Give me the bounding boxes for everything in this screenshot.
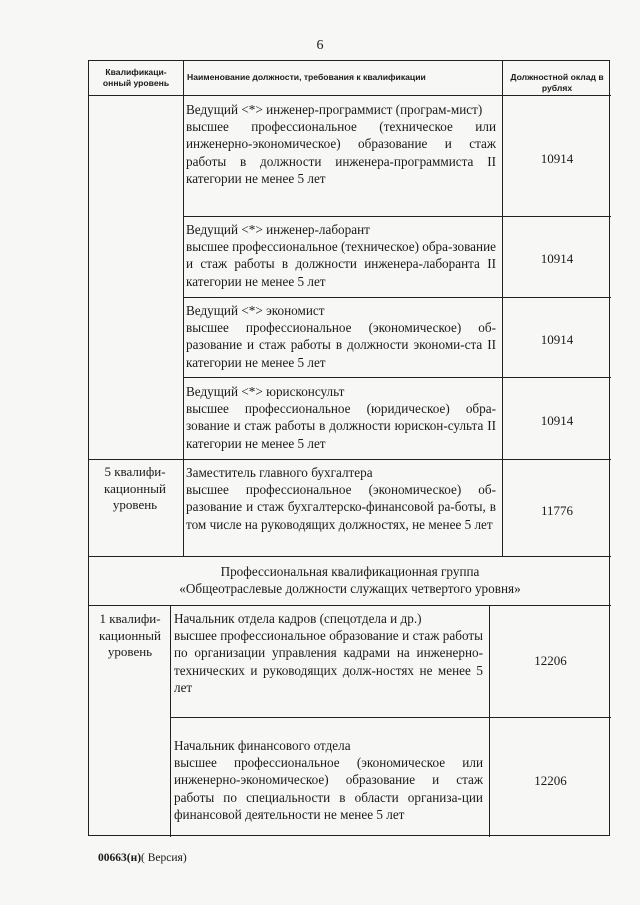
position-requirements: высшее профессиональное (техническое) обра-зование и стаж работы в должности инженера-лаборанта II категории не менее 5 лет: [186, 239, 496, 289]
row-divider: [89, 556, 611, 557]
row-divider: [89, 95, 611, 96]
position-cell: [186, 383, 496, 452]
position-cell: [186, 101, 496, 187]
header-qualification-level: Квалификаци-онный уровень: [102, 67, 170, 88]
row-divider: [183, 216, 611, 217]
row-divider: [183, 377, 611, 378]
salary-value: 10914: [540, 413, 574, 428]
row-divider: [183, 297, 611, 298]
row-divider: [89, 605, 611, 606]
position-requirements: высшее профессиональное (юридическое) обра-зование и стаж работы в должности юрискон-сульта II категории не менее 5 лет: [186, 401, 496, 451]
position-title: Начальник отдела кадров (спецотдела и др.): [174, 611, 422, 626]
header-salary: Должностной оклад в рублях: [510, 72, 604, 93]
group-heading-line: «Общеотраслевые должности служащих четвертого уровня»: [179, 581, 521, 596]
position-requirements: высшее профессиональное (техническое или инженерно-экономическое) образование и стаж работы в должности инженера-программиста II категории не менее 5 лет: [186, 119, 496, 186]
row-divider: [89, 459, 611, 460]
position-requirements: высшее профессиональное (экономическое) об-разование и стаж работы в должности экономи-ста II категории не менее 5 лет: [186, 320, 496, 370]
salary-value: 10914: [540, 251, 574, 266]
qualification-level-cell: 5 квалифи-кационный уровень: [104, 464, 166, 512]
position-cell: [174, 737, 483, 823]
column-divider: [183, 61, 184, 556]
position-requirements: высшее профессиональное образование и стаж работы по организации управления кадрами на инженерно-технических и руководящих долж-ностях не менее 5 лет: [174, 628, 483, 695]
position-title: Начальник финансового отдела: [174, 738, 351, 753]
salary-value: 10914: [540, 332, 574, 347]
position-title: Заместитель главного бухгалтера: [186, 465, 373, 480]
salary-value: 10914: [540, 151, 574, 166]
position-title: Ведущий <*> экономист: [186, 303, 325, 318]
salary-value: 11776: [540, 503, 574, 518]
qualification-level-cell: 1 квалифи-кационный уровень: [99, 611, 161, 659]
page-number: 6: [316, 38, 324, 53]
document-footer: [98, 852, 187, 864]
column-divider: [502, 61, 503, 556]
document-code: 00663(н): [98, 852, 142, 864]
salary-value: 12206: [534, 653, 567, 668]
header-position-requirements: Наименование должности, требования к квалификации: [187, 72, 426, 82]
column-divider: [489, 605, 490, 837]
position-requirements: высшее профессиональное (экономическое) об-разование и стаж бухгалтерско-финансовой ра-боты, в том числе на руководящих должностях, не менее 5 лет: [186, 482, 496, 532]
column-divider: [170, 605, 171, 837]
position-title: Ведущий <*> инженер-программист (програм-мист): [186, 102, 483, 117]
position-requirements: высшее профессиональное (экономическое или инженерно-экономическое) образование и стаж работы по специальности в области организа-ции финансовой деятельности не менее 5 лет: [174, 755, 483, 822]
row-divider: [170, 717, 611, 718]
position-title: Ведущий <*> юрисконсульт: [186, 384, 345, 399]
position-cell: [174, 610, 483, 696]
position-title: Ведущий <*> инженер-лаборант: [186, 222, 370, 237]
position-cell: [186, 302, 496, 371]
qualification-table: [88, 60, 610, 836]
document-version: ( Версия): [141, 852, 187, 864]
salary-value: 12206: [534, 773, 567, 788]
group-heading: [89, 563, 611, 597]
position-cell: [186, 464, 496, 533]
group-heading-line: Профессиональная квалификационная группа: [220, 564, 480, 579]
position-cell: [186, 221, 496, 290]
